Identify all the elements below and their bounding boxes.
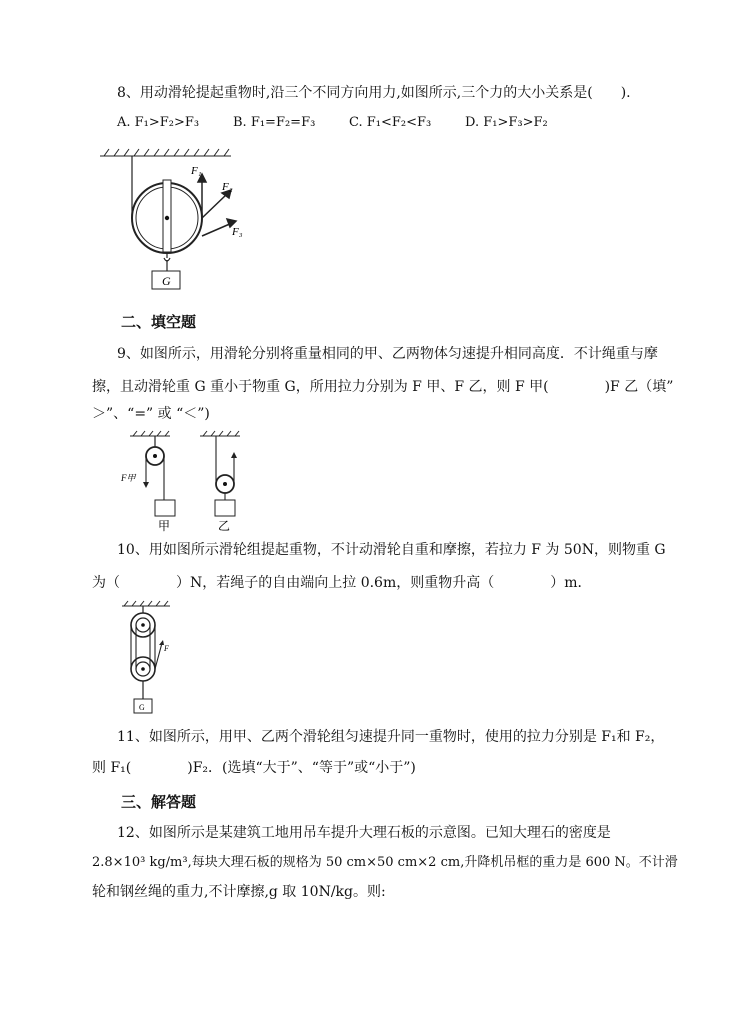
force-label-f3: F₃ [232,226,243,238]
q10-line-1: 10、用如图所示滑轮组提起重物，不计动滑轮自重和摩擦，若拉力 F 为 50N，则物重 G [117,542,666,558]
q12-line-1: 12、如图所示是某建筑工地用吊车提升大理石板的示意图。已知大理石的密度是 [117,825,611,841]
q12-line-2: 2.8×10³ kg/m³,每块大理石板的规格为 50 cm×50 cm×2 cm,升降机吊框的重力是 600 N。不计滑 [92,855,678,870]
q8-pulley-figure [96,146,256,296]
section-title-solve: 三、解答题 [121,793,197,811]
axle [165,216,169,220]
q9-line-2: 擦，且动滑轮重 G 重小于物重 G，所用拉力分别为 F 甲、F 乙，则 F 甲( )F 乙（填” [92,379,674,395]
label-jia: 甲 [158,519,171,533]
ceiling-left [130,431,170,436]
q10-pulley-block-figure [118,603,178,715]
q12-line-3: 轮和钢丝绳的重力,不计摩擦,g 取 10N/kg。则: [92,884,386,900]
q8-option-b: B. F₁=F₂=F₃ [233,115,316,130]
q9-pulley-figures [118,430,253,534]
ceiling-hatch [100,149,231,156]
force-label-f: F [164,644,169,653]
force-label-f-jia: F甲 [121,473,136,483]
q11-line-1: 11、如图所示，用甲、乙两个滑轮组匀速提升同一重物时，使用的拉力分别是 F₁和 F₂， [117,729,665,745]
q8-option-c: C. F₁<F₂<F₃ [349,115,432,130]
section-title-fill-blank: 二、填空题 [121,313,197,331]
weight-label-g: G [139,703,145,712]
q11-line-2: 则 F₁( )F₂．(选填“大于”、“等于”或“小于”) [92,760,416,776]
q8-option-d: D. F₁>F₃>F₂ [465,115,548,130]
q8-text: 8、用动滑轮提起重物时,沿三个不同方向用力,如图所示,三个力的大小关系是( ). [117,85,631,101]
force-label-f2: F₂ [222,181,233,193]
q9-line-1: 9、如图所示，用滑轮分别将重量相同的甲、乙两物体匀速提升相同高度．不计绳重与摩 [117,346,658,362]
ceiling-right [200,431,240,436]
weight-yi [215,500,235,516]
q8-option-a: A. F₁>F₂>F₃ [117,115,200,130]
weight-jia [155,500,175,516]
q10-line-2: 为（ ）N，若绳子的自由端向上拉 0.6m，则重物升高（ ）m． [92,575,592,591]
force-label-f1: F₁ [191,165,202,177]
label-yi: 乙 [218,519,231,533]
q9-line-3: ＞”、“=” 或 “＜”) [92,406,210,422]
weight-label-g: G [162,274,171,288]
